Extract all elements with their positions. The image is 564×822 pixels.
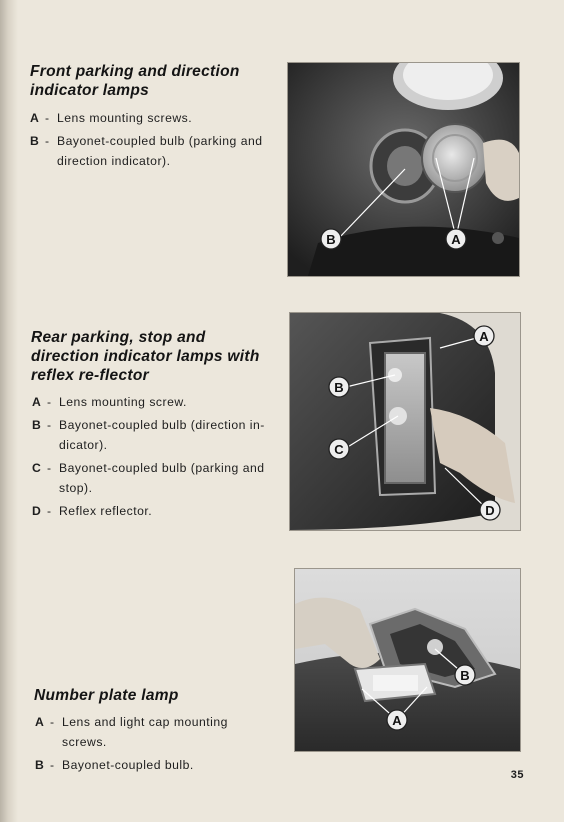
callout-label: B — [460, 668, 470, 683]
legend-text: Lens and light cap mounting screws. — [62, 715, 228, 749]
callout-label: A — [479, 329, 489, 344]
legend-item — [35, 755, 275, 775]
legend-dash: - — [50, 715, 55, 729]
legend-dash: - — [50, 758, 55, 772]
legend-dash: - — [47, 418, 52, 432]
legend-text: Bayonet-coupled bulb (parking and direction indicator). — [57, 134, 263, 168]
page-binding-shadow — [0, 0, 18, 822]
rear-lamp-photo — [290, 313, 520, 530]
legend-key: B — [35, 758, 45, 772]
legend-key: C — [32, 461, 42, 475]
callout-marker — [329, 439, 349, 459]
legend-key: A — [32, 395, 42, 409]
legend-item — [32, 501, 268, 521]
callout-marker — [329, 377, 349, 397]
callout-label: A — [451, 232, 461, 247]
legend-item — [32, 392, 268, 412]
legend-text: Bayonet-coupled bulb (parking and stop). — [59, 461, 265, 495]
callout-label: D — [485, 503, 495, 518]
legend-rear-lamps — [32, 392, 268, 524]
legend-dash: - — [47, 461, 52, 475]
legend-dash: - — [45, 134, 50, 148]
page-number: 35 — [510, 769, 524, 781]
callout-marker — [446, 229, 466, 249]
legend-dash: - — [47, 504, 52, 518]
legend-text: Lens mounting screw. — [59, 395, 187, 409]
section-title-number-plate-lamp: Number plate lamp — [34, 687, 179, 704]
legend-item — [35, 712, 275, 752]
section-title-front-lamps: Front parking and direction indicator lamps — [30, 63, 240, 99]
callout-label: C — [334, 442, 344, 457]
legend-key: B — [30, 134, 40, 148]
legend-key: A — [30, 111, 40, 125]
legend-key: A — [35, 715, 45, 729]
legend-key: B — [32, 418, 42, 432]
legend-text: Reflex reflector. — [59, 504, 153, 518]
legend-text: Bayonet-coupled bulb (direction in-dicator). — [59, 418, 265, 452]
legend-item — [32, 415, 268, 455]
legend-dash: - — [47, 395, 52, 409]
callout-marker — [480, 500, 500, 520]
legend-item — [30, 108, 266, 128]
front-lamp-photo — [288, 63, 519, 276]
callout-label: B — [326, 232, 336, 247]
legend-text: Bayonet-coupled bulb. — [62, 758, 194, 772]
callout-label: B — [334, 380, 344, 395]
legend-front-lamps — [30, 108, 266, 174]
section-title-rear-lamps: Rear parking, stop and direction indicator lamps with reflex re-flector — [31, 329, 260, 384]
callout-label: A — [392, 713, 402, 728]
number-plate-lamp-photo — [295, 569, 520, 751]
legend-text: Lens mounting screws. — [57, 111, 193, 125]
legend-dash: - — [45, 111, 50, 125]
legend-item — [32, 458, 268, 498]
callout-marker — [455, 665, 475, 685]
callout-marker — [387, 710, 407, 730]
legend-number-plate-lamp — [35, 712, 275, 778]
legend-item — [30, 131, 266, 171]
callout-marker — [321, 229, 341, 249]
legend-key: D — [32, 504, 42, 518]
callout-marker — [474, 326, 494, 346]
